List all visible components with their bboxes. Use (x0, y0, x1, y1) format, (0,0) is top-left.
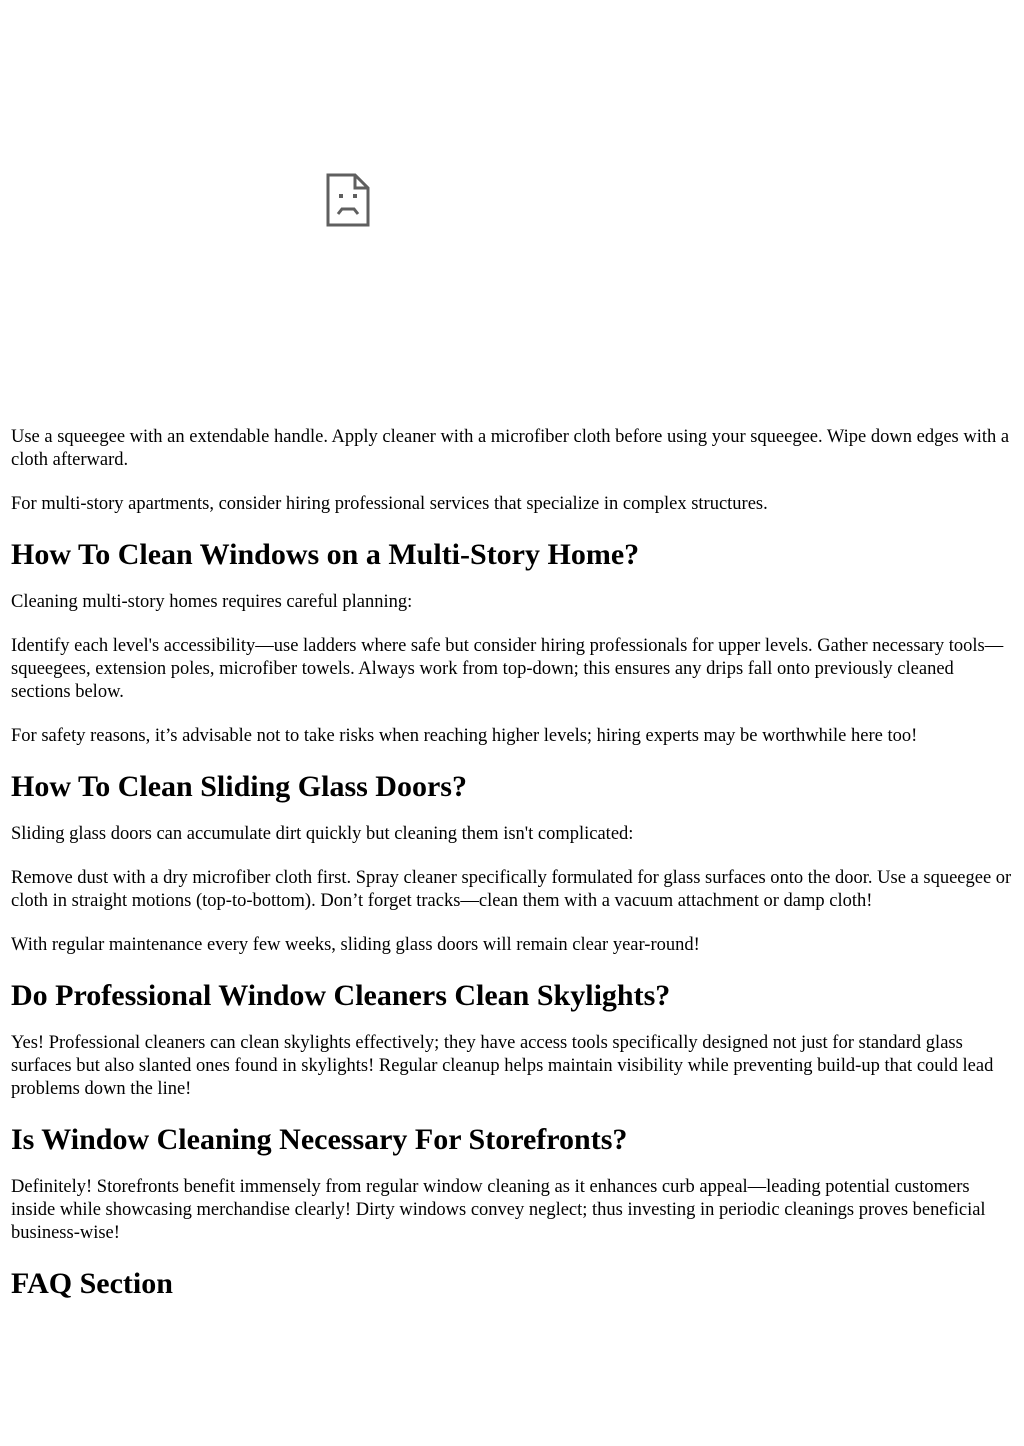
skylights-section (11, 978, 1013, 1101)
paragraph: Yes! Professional cleaners can clean skylights effectively; they have access tools specifically designed not just for standard glass surfaces but also slanted ones found in skylights! Regular cleanup helps maintain visibility while preventing build-up that could lead problems down the line! (11, 1033, 994, 1099)
paragraph: Cleaning multi-story homes requires careful planning: (11, 592, 413, 612)
paragraph: With regular maintenance every few weeks, sliding glass doors will remain clear year-round! (11, 935, 700, 955)
section-heading: FAQ Section (11, 1267, 173, 1300)
section-heading: How To Clean Sliding Glass Doors? (11, 770, 467, 803)
article-content (11, 426, 1013, 1320)
storefronts-section (11, 1122, 1013, 1245)
paragraph: For multi-story apartments, consider hiring professional services that specialize in complex structures. (11, 494, 768, 514)
paragraph: For safety reasons, it’s advisable not to take risks when reaching higher levels; hiring experts may be worthwhile here too! (11, 726, 918, 746)
article-image (11, 0, 681, 405)
section-heading: Is Window Cleaning Necessary For Storefronts? (11, 1123, 628, 1156)
paragraph: Identify each level's accessibility—use ladders where safe but consider hiring professionals for upper levels. Gather necessary tools—squeegees, extension poles, microfiber towels. Always work from top-down; this ensures any drips fall onto previously cleaned sections below. (11, 636, 1004, 702)
paragraph: Sliding glass doors can accumulate dirt quickly but cleaning them isn't complicated: (11, 824, 634, 844)
paragraph: Definitely! Storefronts benefit immensely from regular window cleaning as it enhances curb appeal—leading potential customers inside while showcasing merchandise clearly! Dirty windows convey neglect; thus investing in periodic cleanings proves beneficial business-wise! (11, 1177, 986, 1243)
section-heading: How To Clean Windows on a Multi-Story Home? (11, 538, 640, 571)
faq-section (11, 1266, 1013, 1302)
sliding-doors-section (11, 769, 1013, 957)
paragraph: Use a squeegee with an extendable handle. Apply cleaner with a microfiber cloth before using your squeegee. Wipe down edges with a cloth afterward. (11, 427, 1010, 470)
broken-image-icon (325, 172, 371, 228)
section-heading: Do Professional Window Cleaners Clean Skylights? (11, 979, 671, 1012)
intro-section (11, 426, 1013, 516)
paragraph: Remove dust with a dry microfiber cloth first. Spray cleaner specifically formulated for glass surfaces onto the door. Use a squeegee or cloth in straight motions (top-to-bottom). Don’t forget tracks—clean them with a vacuum attachment or damp cloth! (11, 868, 1012, 911)
multi-story-section (11, 537, 1013, 748)
